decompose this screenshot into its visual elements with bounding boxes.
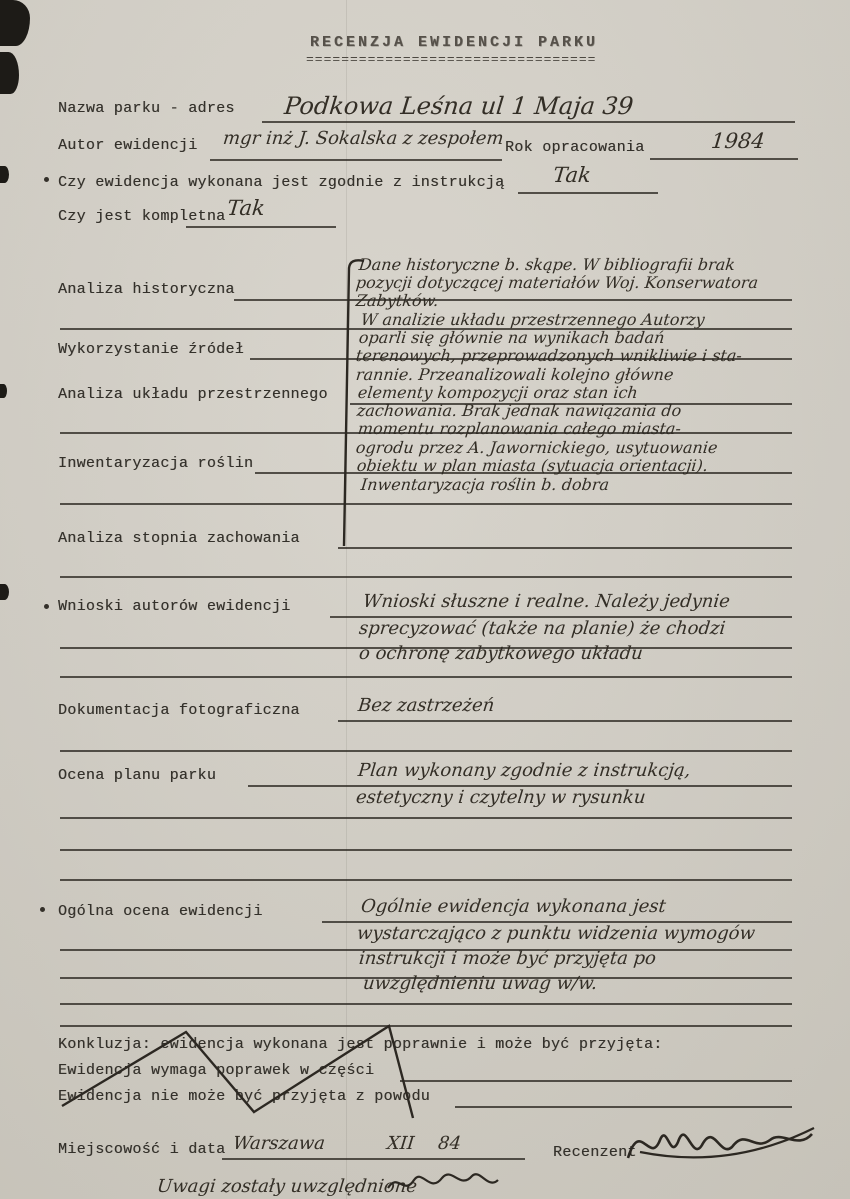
label-plant-inventory: Inwentaryzacja roślin xyxy=(58,455,254,472)
scan-artifact xyxy=(0,0,30,46)
form-line xyxy=(455,1106,792,1108)
label-preservation: Analiza stopnia zachowania xyxy=(58,530,300,547)
scan-artifact xyxy=(0,166,9,183)
form-line xyxy=(60,949,792,951)
author-conclusions-line: sprecyzować (także na planie) że chodzi xyxy=(358,618,727,639)
form-line xyxy=(210,159,502,161)
value-date-year: 84 xyxy=(437,1133,463,1154)
form-line xyxy=(60,849,792,851)
label-spatial-analysis: Analiza układu przestrzennego xyxy=(58,386,328,403)
form-line xyxy=(262,121,795,123)
analysis-note-line: Inwentaryzacja roślin b. dobra xyxy=(360,475,611,494)
scan-speck xyxy=(44,177,49,182)
analysis-note-line: obiektu w plan miasta (sytuacja orientacji). xyxy=(356,456,709,475)
form-line xyxy=(338,720,792,722)
analysis-note-line: ogrodu przez A. Jawornickiego, usytuowanie xyxy=(355,438,719,457)
value-month: XII xyxy=(386,1133,416,1154)
value-year: 1984 xyxy=(710,129,766,153)
label-sources: Wykorzystanie źródeł xyxy=(58,341,245,358)
overall-assessment-line: Ogólnie ewidencja wykonana jest xyxy=(360,896,667,917)
form-line xyxy=(60,750,792,752)
analysis-note-line: zachowania. Brak jednak nawiązania do xyxy=(356,401,683,420)
plan-assessment-line: Plan wykonany zgodnie z instrukcją, xyxy=(357,760,692,781)
label-historical-analysis: Analiza historyczna xyxy=(58,281,235,298)
value-complete: Tak xyxy=(226,196,267,220)
label-photo-documentation: Dokumentacja fotograficzna xyxy=(58,702,300,719)
label-overall-assessment: Ogólna ocena ewidencji xyxy=(58,903,263,920)
form-line xyxy=(186,226,336,228)
form-line xyxy=(222,1158,525,1160)
analysis-note-line: terenowych, przeprowadzonych wnikliwie i sta- xyxy=(355,346,743,365)
analysis-note-line: W analizie układu przestrzennego Autorzy xyxy=(360,310,706,329)
label-park-name: Nazwa parku - adres xyxy=(58,100,235,117)
value-per-instruction: Tak xyxy=(552,163,593,187)
form-line xyxy=(400,1080,792,1082)
form-line xyxy=(60,977,792,979)
form-line xyxy=(60,647,792,649)
label-per-instruction: Czy ewidencja wykonana jest zgodnie z instrukcją xyxy=(58,174,505,191)
reviewer-signature-flourish xyxy=(640,1128,814,1157)
form-line xyxy=(650,158,798,160)
form-line xyxy=(248,785,792,787)
form-line xyxy=(322,921,792,923)
form-line xyxy=(330,616,792,618)
label-year: Rok opracowania xyxy=(505,139,645,156)
label-plan-assessment: Ocena planu parku xyxy=(58,767,217,784)
analysis-note-line: rannie. Przeanalizowali kolejno główne xyxy=(355,365,675,384)
scan-artifact xyxy=(0,584,9,600)
label-place-date: Miejscowość i data xyxy=(58,1141,226,1158)
label-author: Autor ewidencji xyxy=(58,137,198,154)
form-line xyxy=(255,472,792,474)
scan-artifact xyxy=(0,52,19,94)
conclusion-line-corrections: Ewidencja wymaga poprawek w części xyxy=(58,1062,375,1079)
value-place: Warszawa xyxy=(232,1133,327,1154)
form-line xyxy=(350,403,792,405)
author-conclusions-line: Wnioski słuszne i realne. Należy jedynie xyxy=(362,591,731,612)
label-complete: Czy jest kompletna xyxy=(58,208,226,225)
page-title: RECENZJA EWIDENCJI PARKU xyxy=(310,34,599,51)
overall-assessment-line: uwzględnieniu uwag w/w. xyxy=(362,973,599,994)
form-line xyxy=(60,879,792,881)
title-underline: ================================= xyxy=(306,52,597,67)
analysis-note-line: momentu rozplanowania całego miasta- xyxy=(357,419,682,438)
value-remarks-note: Uwagi zostały uwzględnione xyxy=(156,1176,419,1197)
value-author: mgr inż J. Sokalska z zespołem xyxy=(222,128,505,149)
form-line xyxy=(60,576,792,578)
form-line xyxy=(60,1003,792,1005)
form-line xyxy=(60,676,792,678)
form-line xyxy=(60,432,792,434)
analysis-note-line: Dane historyczne b. skąpe. W bibliografii brak xyxy=(358,255,737,274)
analysis-note-line: elementy kompozycji oraz stan ich xyxy=(357,383,639,402)
author-conclusions-line: o ochronę zabytkowego układu xyxy=(358,643,644,664)
form-line xyxy=(60,503,792,505)
conclusion-line-rejected: Ewidencja nie może być przyjęta z powodu xyxy=(58,1088,431,1105)
form-line xyxy=(60,817,792,819)
label-author-conclusions: Wnioski autorów ewidencji xyxy=(58,598,291,615)
form-line xyxy=(338,547,792,549)
scan-speck xyxy=(44,604,49,609)
overall-assessment-line: instrukcji i może być przyjęta po xyxy=(358,948,658,969)
form-line xyxy=(518,192,658,194)
plan-assessment-line: estetyczny i czytelny w rysunku xyxy=(355,787,647,808)
form-line xyxy=(250,358,792,360)
reviewer-signature xyxy=(628,1134,812,1158)
value-park-name: Podkowa Leśna ul 1 Maja 39 xyxy=(283,92,635,120)
scan-artifact xyxy=(0,384,7,398)
analysis-note-line: pozycji dotyczącej materiałów Woj. Konserwatora xyxy=(355,273,760,292)
label-reviewer: Recenzent xyxy=(553,1144,637,1161)
analysis-note-line: Zabytków. xyxy=(355,291,440,310)
overall-assessment-line: wystarczająco z punktu widzenia wymogów xyxy=(356,923,757,944)
form-line xyxy=(60,1025,792,1027)
form-line xyxy=(60,328,792,330)
form-line xyxy=(234,299,792,301)
conclusion-line-accepted: Konkluzja: ewidencja wykonana jest poprawnie i może być przyjęta: xyxy=(58,1036,663,1053)
analysis-note-line: oparli się głównie na wynikach badań xyxy=(358,328,666,347)
scan-speck xyxy=(40,907,45,912)
value-photo-documentation: Bez zastrzeżeń xyxy=(357,695,496,716)
